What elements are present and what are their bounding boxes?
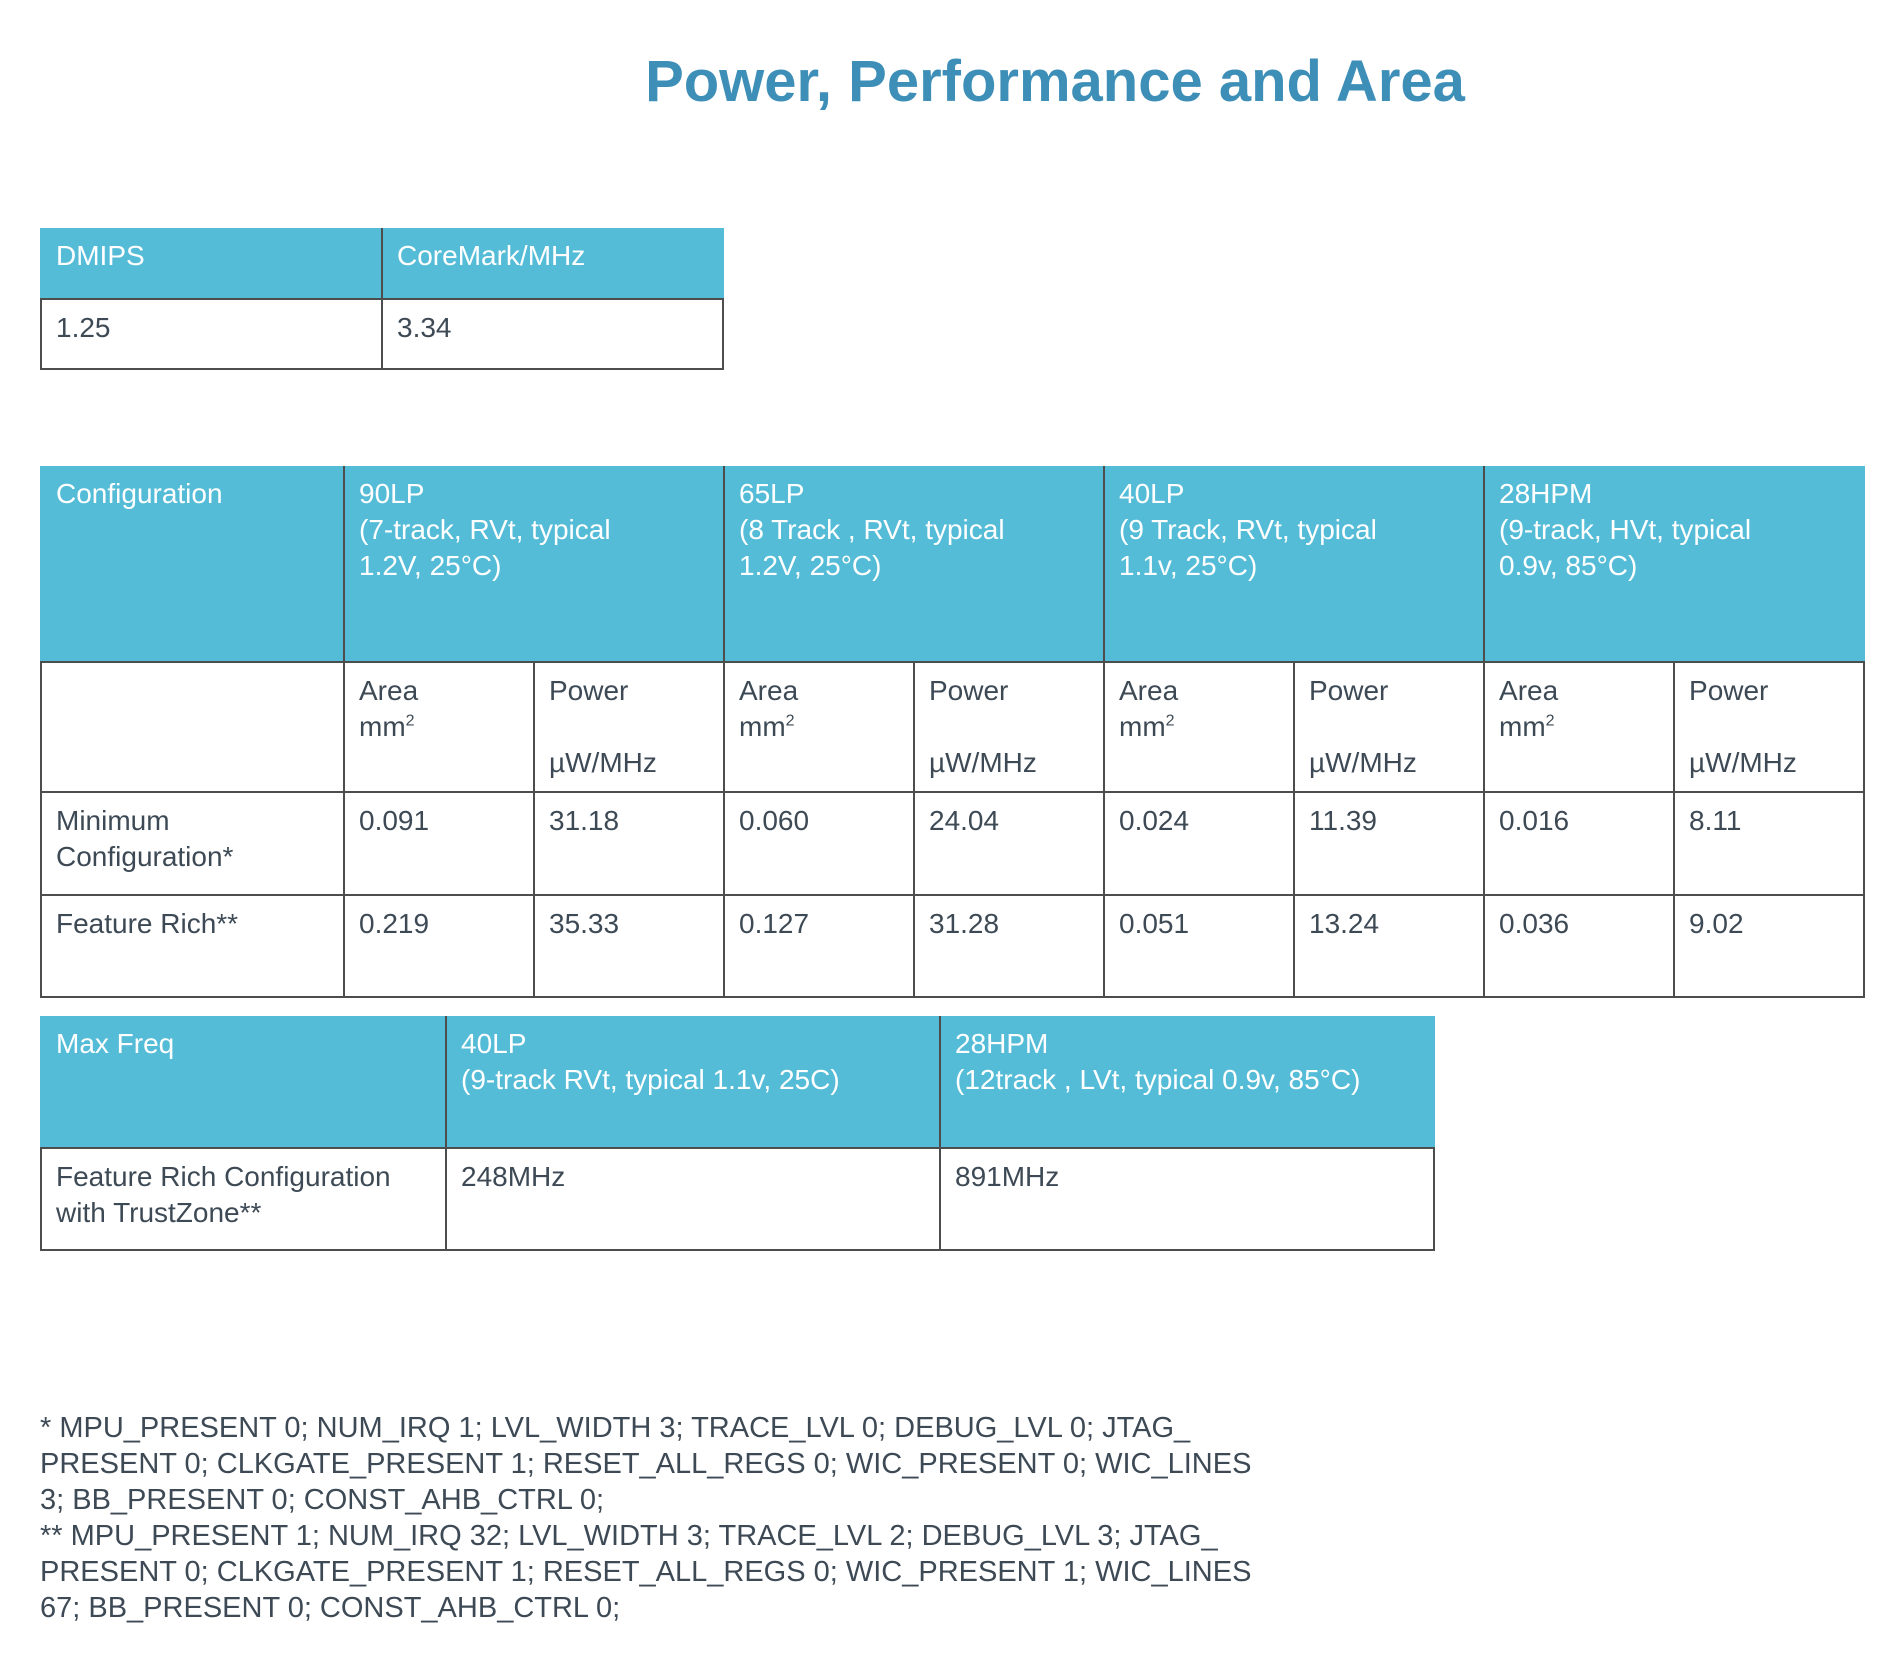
- area-unit-cell: Area $mm^2$: [1484, 662, 1674, 792]
- value-cell: 0.219: [344, 895, 534, 997]
- value-cell: 9.02: [1674, 895, 1864, 997]
- row-label-feature-rich: Feature Rich**: [41, 895, 344, 997]
- footnotes: [40, 1410, 1280, 1626]
- freq-40lp-header: 40LP (9-track RVt, typical 1.1v, 25C): [446, 1016, 940, 1148]
- table-row: [41, 895, 1864, 997]
- table-row: [41, 792, 1864, 895]
- row-label-minimum: Minimum Configuration*: [41, 792, 344, 895]
- value-cell: 0.091: [344, 792, 534, 895]
- process-90lp-header: 90LP (7-track, RVt, typical 1.2V, 25°C): [344, 466, 724, 662]
- coremark-header: CoreMark/MHz: [382, 228, 723, 299]
- units-row-label: [41, 662, 344, 792]
- power-unit-cell: Power µW/MHz: [914, 662, 1104, 792]
- units-row: [41, 662, 1864, 792]
- power-unit-cell: Power µW/MHz: [1294, 662, 1484, 792]
- footnote-feature-rich: ** MPU_PRESENT 1; NUM_IRQ 32; LVL_WIDTH 3; TRACE_LVL 2; DEBUG_LVL 3; JTAG_ PRESENT 0; CLKGATE_PRESENT 1; RESET_ALL_REGS 0; WIC_PRESENT 1; WIC_LINES 67; BB_PRESENT 0; CONST_AHB_CTRL 0;: [40, 1520, 1252, 1624]
- table-row: [41, 1148, 1434, 1250]
- row-label-trustzone: Feature Rich Configuration with TrustZone**: [41, 1148, 446, 1250]
- power-unit-cell: Power µW/MHz: [534, 662, 724, 792]
- max-freq-table: [40, 1016, 1435, 1251]
- coremark-value: 3.34: [382, 299, 723, 369]
- configuration-header: Configuration: [41, 466, 344, 662]
- ppa-table: [40, 466, 1865, 998]
- value-cell: 0.024: [1104, 792, 1294, 895]
- value-cell: 0.060: [724, 792, 914, 895]
- value-cell: 31.18: [534, 792, 724, 895]
- process-65lp-header: 65LP (8 Track , RVt, typical 1.2V, 25°C): [724, 466, 1104, 662]
- page-title: Power, Performance and Area: [645, 49, 1465, 114]
- value-cell: 24.04: [914, 792, 1104, 895]
- process-28hpm-header: 28HPM (9-track, HVt, typical 0.9v, 85°C): [1484, 466, 1864, 662]
- value-cell: 0.051: [1104, 895, 1294, 997]
- value-cell: 11.39: [1294, 792, 1484, 895]
- value-cell: 13.24: [1294, 895, 1484, 997]
- value-cell: 0.127: [724, 895, 914, 997]
- process-40lp-header: 40LP (9 Track, RVt, typical 1.1v, 25°C): [1104, 466, 1484, 662]
- value-cell: 0.016: [1484, 792, 1674, 895]
- dmips-value: 1.25: [41, 299, 382, 369]
- freq-value-28hpm: 891MHz: [940, 1148, 1434, 1250]
- freq-28hpm-header: 28HPM (12track , LVt, typical 0.9v, 85°C): [940, 1016, 1434, 1148]
- area-unit-cell: Area $mm^2$: [724, 662, 914, 792]
- area-unit-cell: Area $mm^2$: [1104, 662, 1294, 792]
- value-cell: 35.33: [534, 895, 724, 997]
- performance-table: [40, 228, 724, 370]
- max-freq-header: Max Freq: [41, 1016, 446, 1148]
- power-unit-cell: Power µW/MHz: [1674, 662, 1864, 792]
- freq-value-40lp: 248MHz: [446, 1148, 940, 1250]
- dmips-header: DMIPS: [41, 228, 382, 299]
- value-cell: 31.28: [914, 895, 1104, 997]
- value-cell: 0.036: [1484, 895, 1674, 997]
- footnote-minimum: * MPU_PRESENT 0; NUM_IRQ 1; LVL_WIDTH 3; TRACE_LVL 0; DEBUG_LVL 0; JTAG_ PRESENT 0; CLKGATE_PRESENT 1; RESET_ALL_REGS 0; WIC_PRESENT 0; WIC_LINES 3; BB_PRESENT 0; CONST_AHB_CTRL 0;: [40, 1412, 1252, 1516]
- value-cell: 8.11: [1674, 792, 1864, 895]
- area-unit-cell: Area $mm^2$: [344, 662, 534, 792]
